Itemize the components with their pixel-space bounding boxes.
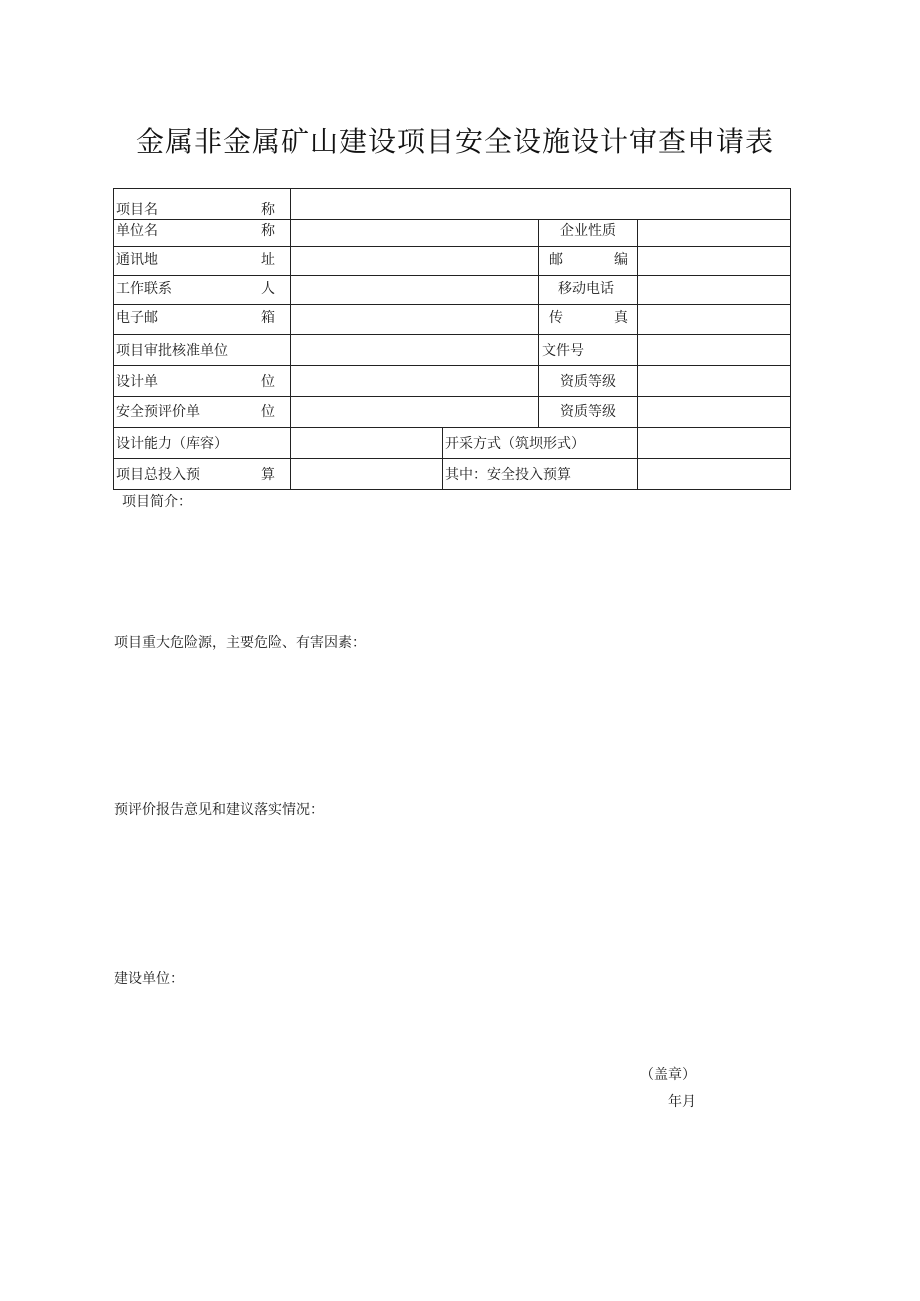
seal-label: （盖章） — [640, 1067, 696, 1083]
row-divider — [113, 427, 791, 428]
col-divider — [637, 219, 638, 490]
section-builder: 建设单位： — [114, 971, 184, 987]
label-postcode: 邮 — [549, 252, 563, 268]
application-table — [0, 0, 920, 500]
row-divider — [113, 365, 791, 366]
label-pre-eval-unit-suffix: 位 — [261, 404, 275, 420]
row-divider — [113, 219, 791, 220]
page-title: 金属非金属矿山建设项目安全设施设计审查申请表 — [135, 125, 774, 158]
label-address: 通讯地 — [116, 252, 158, 268]
label-project-name-suffix: 称 — [261, 202, 275, 218]
label-qualification-1: 资质等级 — [560, 374, 616, 390]
label-email-suffix: 箱 — [261, 310, 275, 326]
section-intro: 项目简介： — [122, 494, 192, 510]
table-border-right — [790, 188, 791, 490]
table-border-top — [113, 188, 791, 189]
col-divider — [290, 188, 291, 490]
label-enterprise-nature: 企业性质 — [560, 223, 616, 239]
row-divider — [113, 458, 791, 459]
label-postcode-suffix: 编 — [614, 252, 628, 268]
table-border-bottom — [113, 489, 791, 490]
row-divider — [113, 246, 791, 247]
label-email: 电子邮 — [116, 310, 158, 326]
label-project-name: 项目名 — [116, 202, 158, 218]
label-fax: 传 — [549, 310, 563, 326]
label-investment: 项目总投入预 — [116, 467, 200, 483]
label-mobile: 移动电话 — [558, 281, 614, 297]
label-approval-unit: 项目审批核准单位 — [116, 343, 228, 359]
label-unit-name: 单位名 — [116, 223, 158, 239]
label-pre-eval-unit: 安全预评价单 — [116, 404, 200, 420]
label-contact-suffix: 人 — [261, 281, 275, 297]
row-divider — [113, 334, 791, 335]
label-design-unit-suffix: 位 — [261, 374, 275, 390]
col-divider — [442, 427, 443, 490]
label-fax-suffix: 真 — [614, 310, 628, 326]
label-mining-method: 开采方式（筑坝形式） — [445, 436, 585, 452]
label-contact: 工作联系 — [116, 281, 172, 297]
label-unit-name-suffix: 称 — [261, 223, 275, 239]
label-safety-investment: 其中：安全投入预算 — [445, 467, 571, 483]
table-border-left — [113, 188, 114, 490]
label-doc-no: 文件号 — [542, 343, 584, 359]
label-address-suffix: 址 — [261, 252, 275, 268]
label-investment-suffix: 算 — [261, 467, 275, 483]
label-design-unit: 设计单 — [116, 374, 158, 390]
row-divider — [113, 304, 791, 305]
row-divider — [113, 275, 791, 276]
section-pre-eval: 预评价报告意见和建议落实情况： — [114, 802, 324, 818]
col-divider — [538, 219, 539, 427]
section-hazards: 项目重大危险源，主要危险、有害因素： — [114, 635, 366, 651]
date-label: 年月 — [668, 1094, 696, 1110]
label-qualification-2: 资质等级 — [560, 404, 616, 420]
row-divider — [113, 396, 791, 397]
label-capacity: 设计能力（库容） — [116, 436, 228, 452]
